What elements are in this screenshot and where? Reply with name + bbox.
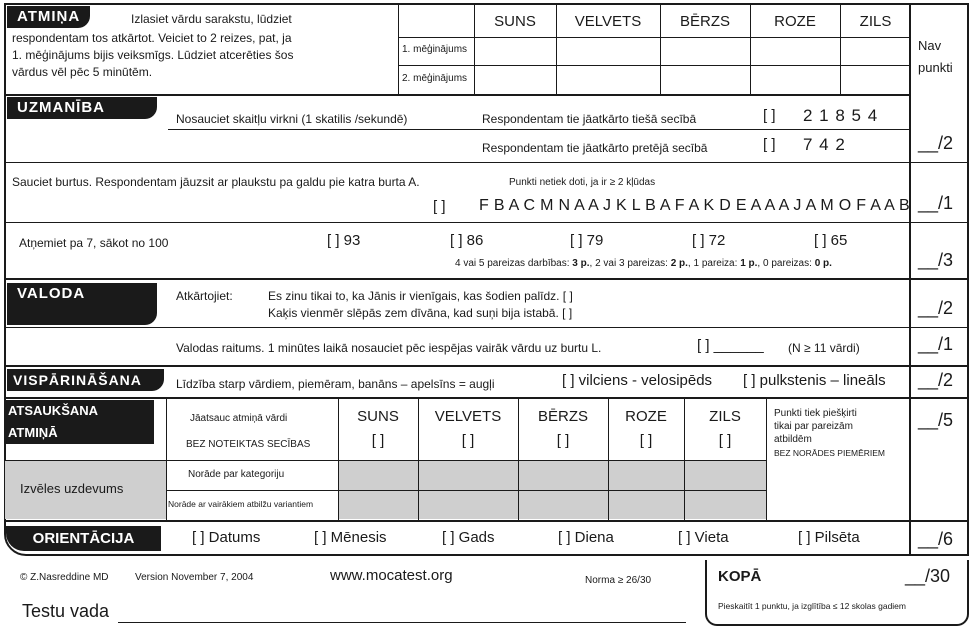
subtract-item-65[interactable]: [ ] 65: [814, 232, 848, 249]
letters-score[interactable]: __/1: [918, 193, 954, 213]
total-score[interactable]: __/30: [905, 566, 951, 586]
trial2-label: 2. mēģinājums: [402, 73, 468, 84]
section-divider: [4, 520, 969, 522]
memory-word-2: VELVETS: [574, 13, 642, 30]
recall-word-2: VELVETS: [434, 408, 502, 425]
memory-instruction-line4: vārdus vēl pēc 5 minūtēm.: [12, 65, 153, 79]
forward-digits: 2 1 8 5 4: [803, 106, 879, 125]
recall-word-4: ROZE: [625, 408, 667, 425]
fluency-checkbox[interactable]: [ ] ______: [697, 337, 764, 354]
examiner-signature-line[interactable]: [118, 622, 686, 623]
forward-label: Respondentam tie jāatkārto tiešā secībā: [482, 112, 697, 126]
fluency-note: (N ≥ 11 vārdi): [788, 341, 860, 355]
letters-instruction: Sauciet burtus. Respondentam jāuzsit ar plaukstu pa galdu pie katra burta A.: [12, 175, 420, 189]
recall-checkbox-2[interactable]: [ ]: [461, 432, 475, 449]
website-link[interactable]: www.mocatest.org: [330, 567, 453, 584]
recall-label-1: Jāatsauc atmiņā vārdi: [190, 413, 288, 424]
recall-checkbox-4[interactable]: [ ]: [639, 432, 653, 449]
memory-word-4: ROZE: [774, 13, 816, 30]
subtract-item-79[interactable]: [ ] 79: [570, 232, 604, 249]
subtract-score[interactable]: __/3: [918, 250, 954, 270]
section-divider: [4, 278, 969, 280]
orientation-place[interactable]: [ ] Vieta: [678, 529, 729, 546]
backward-label: Respondentam tie jāatkārto pretējā secībā: [482, 141, 708, 155]
fluency-instruction: Valodas raitums. 1 minūtes laikā nosauciet pēc iespējas vairāk vārdu uz burtu L.: [176, 341, 602, 355]
multiple-choice-hint-label: Norāde ar vairākiem atbilžu variantiem: [168, 499, 314, 509]
recall-note-3: atbildēm: [774, 434, 812, 445]
grid-line: [766, 398, 767, 520]
row-divider: [4, 327, 969, 328]
education-note: Pieskaitīt 1 punktu, ja izglītība ≤ 12 skolas gadiem: [718, 601, 906, 611]
recall-checkbox-5[interactable]: [ ]: [718, 432, 732, 449]
recall-checkbox-1[interactable]: [ ]: [371, 432, 385, 449]
subtract-item-72[interactable]: [ ] 72: [692, 232, 726, 249]
row-divider: [168, 129, 911, 130]
memory-word-1: SUNS: [494, 13, 536, 30]
abstraction-item-2[interactable]: [ ] pulkstenis – lineāls: [743, 372, 886, 389]
optional-task-label: Izvēles uzdevums: [20, 481, 124, 496]
attention-digits-score[interactable]: __/2: [918, 133, 954, 153]
no-points-label-1: Nav: [918, 38, 942, 53]
section-divider: [4, 94, 911, 96]
row-divider: [4, 222, 969, 223]
digits-instruction: Nosauciet skaitļu virkni (1 skatilis /sekundē): [176, 112, 408, 126]
orientation-header: ORIENTĀCIJA: [6, 526, 161, 551]
memory-word-3: BĒRZS: [679, 13, 730, 30]
subtract-scoring-note: 4 vai 5 pareizas darbības: 3 p., 2 vai 3 pareizas: 2 p., 1 pareiza: 1 p., 0 pareizas: 0 p.: [455, 258, 832, 269]
recall-checkbox-3[interactable]: [ ]: [556, 432, 570, 449]
orientation-year[interactable]: [ ] Gads: [442, 529, 495, 546]
abstraction-score[interactable]: __/2: [918, 370, 954, 390]
orientation-day[interactable]: [ ] Diena: [558, 529, 614, 546]
backward-digits: 7 4 2: [803, 135, 846, 154]
orientation-date[interactable]: [ ] Datums: [192, 529, 261, 546]
subtract-instruction: Atņemiet pa 7, sākot no 100: [19, 236, 169, 250]
no-points-label-2: punkti: [918, 60, 953, 75]
grid-line: [398, 4, 399, 94]
orientation-score[interactable]: __/6: [918, 529, 954, 549]
orientation-city[interactable]: [ ] Pilsēta: [798, 529, 860, 546]
repeat-sentence-1[interactable]: Es zinu tikai to, ka Jānis ir vienīgais, kas šodien palīdz. [ ]: [268, 289, 573, 303]
letters-checkbox[interactable]: [ ]: [433, 198, 446, 215]
grid-line: [684, 461, 685, 520]
orientation-month[interactable]: [ ] Mēnesis: [314, 529, 387, 546]
recall-word-1: SUNS: [357, 408, 399, 425]
category-hint-label: Norāde par kategoriju: [188, 469, 285, 480]
memory-instruction-line1: Izlasiet vārdu sarakstu, lūdziet: [131, 12, 292, 26]
repeat-score[interactable]: __/2: [918, 298, 954, 318]
examiner-label: Testu vada: [22, 601, 110, 621]
recall-header: ATSAUKŠANA ATMIŅĀ: [4, 400, 154, 444]
subtract-item-93[interactable]: [ ] 93: [327, 232, 361, 249]
repeat-label: Atkārtojiet:: [176, 289, 233, 303]
grid-line: [398, 65, 911, 66]
recall-note-2: tikai par pareizām: [774, 421, 853, 432]
grid-line: [418, 461, 419, 520]
abstraction-item-1[interactable]: [ ] vilciens - velosipēds: [562, 372, 713, 389]
category-hint-cells: [339, 461, 766, 490]
recall-score[interactable]: __/5: [918, 410, 954, 430]
recall-word-5: ZILS: [709, 408, 741, 425]
repeat-sentence-2[interactable]: Kaķis vienmēr slēpās zem dīvāna, kad suņi bija istabā. [ ]: [268, 306, 573, 320]
trial1-label: 1. mēģinājums: [402, 44, 468, 55]
multiple-choice-hint-cells: [339, 491, 766, 519]
total-label: KOPĀ: [718, 568, 762, 585]
memory-instruction-line2: respondentam tos atkārtot. Veiciet to 2 reizes, pat, ja: [12, 31, 292, 45]
norm-label: Norma ≥ 26/30: [585, 575, 652, 586]
recall-note-1: Punkti tiek piešķirti: [774, 408, 857, 419]
attention-header: UZMANĪBA: [7, 97, 157, 119]
recall-note-4: BEZ NORĀDES PIEMĒRIEM: [774, 448, 885, 458]
grid-line: [608, 461, 609, 520]
grid-line: [166, 398, 167, 520]
memory-header: ATMIŅA: [7, 6, 90, 28]
grid-line: [398, 37, 911, 38]
recall-word-3: BĒRZS: [537, 408, 588, 425]
language-header: VALODA: [7, 283, 157, 325]
copyright: © Z.Nasreddine MD: [20, 572, 109, 583]
backward-checkbox[interactable]: [ ]: [763, 136, 776, 153]
memory-word-5: ZILS: [859, 13, 892, 30]
letters-sequence: F B A C M N A A J K L B A F A K D E A A A J A M O F A A B: [479, 197, 910, 214]
section-divider: [4, 397, 969, 399]
grid-line: [518, 461, 519, 520]
version: Version November 7, 2004: [135, 572, 254, 583]
memory-instruction-line3: 1. mēģinājums bijis veiksmīgs. Lūdziet atcerēties šos: [12, 48, 294, 62]
section-divider: [4, 365, 969, 367]
forward-checkbox[interactable]: [ ]: [763, 107, 776, 124]
row-divider: [4, 162, 969, 163]
subtract-item-86[interactable]: [ ] 86: [450, 232, 484, 249]
fluency-score[interactable]: __/1: [918, 334, 954, 354]
recall-label-2: BEZ NOTEIKTAS SECĪBAS: [186, 439, 311, 450]
abstraction-header: VISPĀRINĀŠANA: [7, 369, 164, 391]
abstraction-instruction: Līdzība starp vārdiem, piemēram, banāns – apelsīns = augļi: [176, 377, 495, 391]
letters-note: Punkti netiek doti, ja ir ≥ 2 kļūdas: [509, 177, 656, 188]
